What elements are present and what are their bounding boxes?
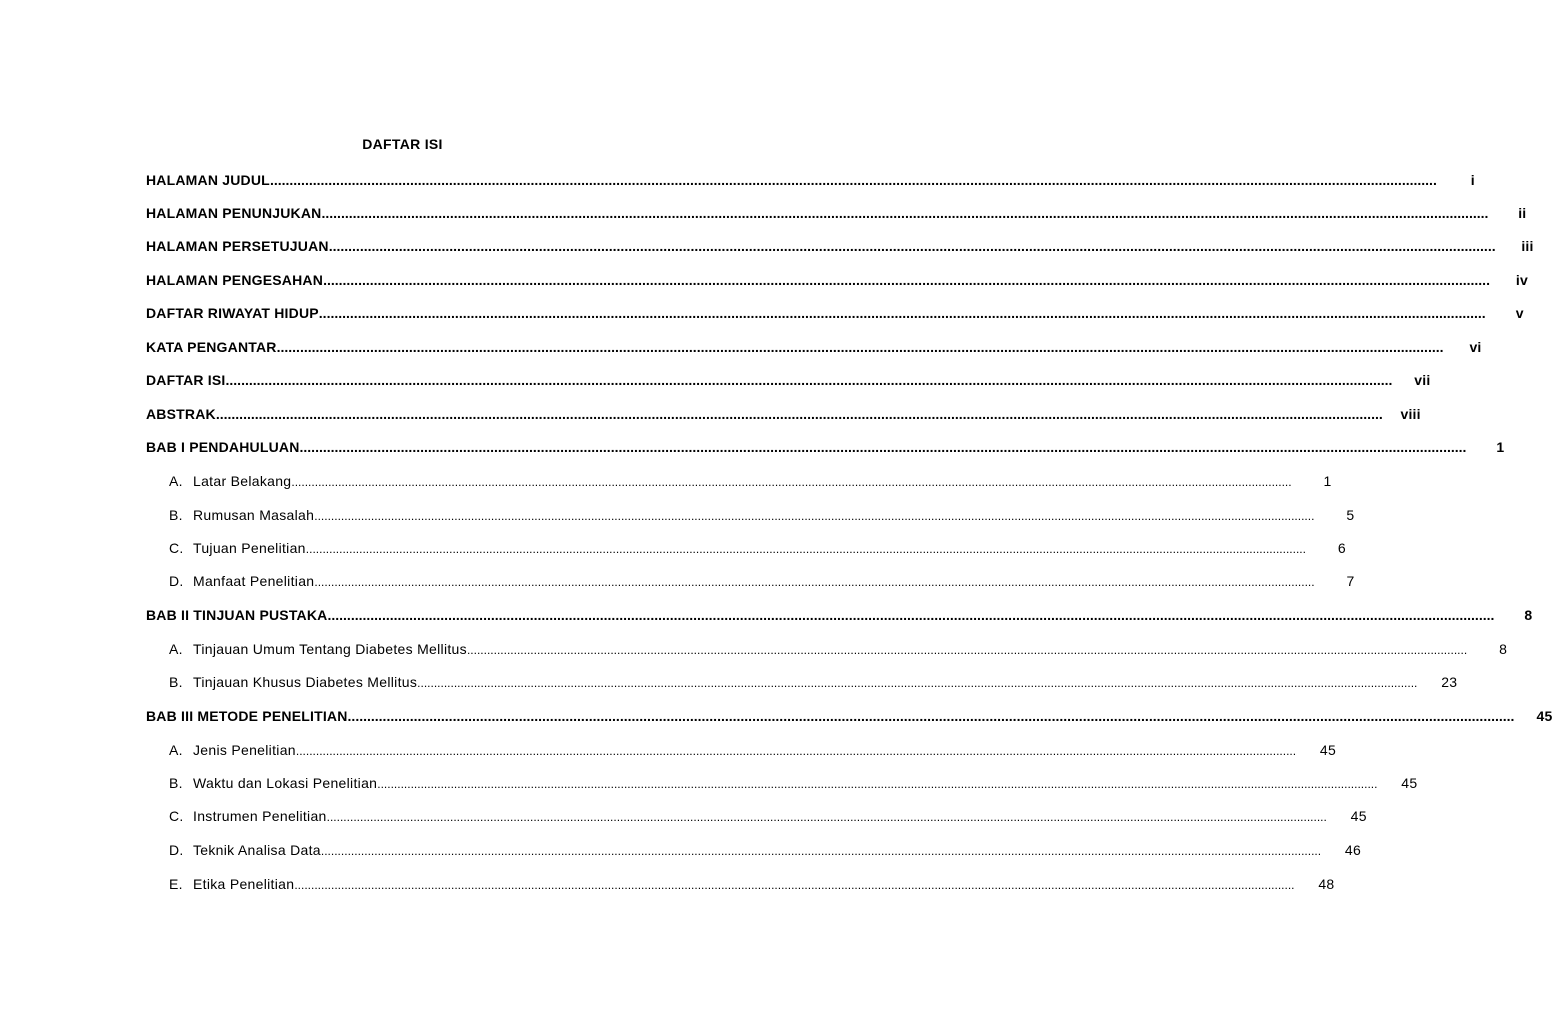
toc-entry-label: Waktu dan Lokasi Penelitian [193, 775, 378, 791]
dot-leader: ............................................................................................................................................................................................................................................................................................................ [314, 509, 1315, 523]
toc-entry-label: Rumusan Masalah [193, 507, 315, 523]
toc-entry-label: Manfaat Penelitian [193, 573, 315, 589]
toc-entry [169, 473, 1332, 491]
toc-entry-label: Etika Penelitian [193, 876, 295, 892]
toc-entry-page-number: ii [1518, 205, 1527, 221]
toc-entry-label: KATA PENGANTAR [146, 339, 277, 355]
toc-entry [169, 842, 1362, 860]
toc-entry-page-number: 45 [1350, 808, 1367, 824]
toc-entry [169, 507, 1355, 525]
toc-entry-page-number: 1 [1323, 473, 1332, 489]
toc-entry-page-number: iii [1521, 238, 1534, 254]
toc-entry [146, 305, 1524, 323]
toc-entry-letter: C. [169, 808, 184, 824]
toc-entry-page-number: 8 [1524, 607, 1533, 623]
toc-entry [146, 238, 1534, 256]
dot-leader: ............................................................................................................................................................................................................................................................................................................ [276, 339, 1444, 355]
toc-entry-label: Instrumen Penelitian [193, 808, 327, 824]
toc-entry-label: HALAMAN JUDUL [146, 172, 270, 188]
toc-entry-page-number: 7 [1346, 573, 1355, 589]
toc-entry-label: HALAMAN PENGESAHAN [146, 272, 324, 288]
toc-entry [146, 205, 1527, 223]
toc-entry [146, 372, 1431, 390]
toc-entry-page-number: i [1470, 172, 1475, 188]
toc-entry-label: HALAMAN PERSETUJUAN [146, 238, 329, 254]
toc-entry-page-number: 23 [1441, 674, 1458, 690]
toc-entry-label: BAB III METODE PENELITIAN [146, 708, 348, 724]
toc-entry [169, 674, 1458, 692]
toc-entry-page-number: v [1515, 305, 1524, 321]
toc-entry-letter: D. [169, 842, 184, 858]
toc-entry [169, 573, 1355, 591]
toc-entry-label: HALAMAN PENUNJUKAN [146, 205, 322, 221]
toc-entry-label: Tinjauan Umum Tentang Diabetes Mellitus [193, 641, 467, 657]
toc-entry-page-number: vii [1414, 372, 1431, 388]
dot-leader: ............................................................................................................................................................................................................................................................................................................ [299, 439, 1467, 455]
dot-leader: ............................................................................................................................................................................................................................................................................................................ [321, 205, 1489, 221]
dot-leader: ............................................................................................................................................................................................................................................................................................................ [347, 708, 1515, 724]
toc-entry-label: DAFTAR ISI [146, 372, 226, 388]
toc-entry [146, 339, 1482, 357]
dot-leader: ............................................................................................................................................................................................................................................................................................................ [225, 372, 1393, 388]
toc-entry-page-number: 5 [1346, 507, 1355, 523]
dot-leader: ............................................................................................................................................................................................................................................................................................................ [323, 272, 1490, 288]
toc-entry [169, 808, 1367, 826]
toc-entry-letter: C. [169, 540, 184, 556]
toc-entry-label: Jenis Penelitian [193, 742, 296, 758]
toc-entry-label: Tujuan Penelitian [193, 540, 306, 556]
dot-leader: ............................................................................................................................................................................................................................................................................................................ [318, 305, 1486, 321]
toc-entry-letter: A. [169, 742, 183, 758]
toc-entry [169, 641, 1508, 659]
toc-entry-page-number: 45 [1536, 708, 1552, 724]
toc-entry [146, 607, 1533, 625]
toc-entry-label: Tinjauan Khusus Diabetes Mellitus [193, 674, 418, 690]
toc-entry-letter: E. [169, 876, 183, 892]
page-title: DAFTAR ISI [362, 136, 443, 152]
toc-entry-letter: B. [169, 775, 183, 791]
toc-entry-letter: A. [169, 473, 183, 489]
toc-entry-label: BAB I PENDAHULUAN [146, 439, 300, 455]
toc-entry [146, 272, 1528, 290]
toc-entry-label: ABSTRAK [146, 406, 216, 422]
dot-leader: ............................................................................................................................................................................................................................................................................................................ [291, 475, 1292, 489]
toc-entry [146, 439, 1505, 457]
toc-entry-page-number: 6 [1337, 540, 1346, 556]
dot-leader: ............................................................................................................................................................................................................................................................................................................ [328, 238, 1496, 254]
toc-entry [169, 775, 1418, 793]
toc-entry-page-number: iv [1515, 272, 1528, 288]
dot-leader: ............................................................................................................................................................................................................................................................................................................ [314, 575, 1315, 589]
toc-entry [146, 406, 1421, 424]
toc-entry-page-number: 48 [1318, 876, 1335, 892]
dot-leader: ............................................................................................................................................................................................................................................................................................................ [295, 744, 1297, 758]
toc-entry [169, 876, 1335, 894]
toc-entry-label: BAB II TINJUAN PUSTAKA [146, 607, 328, 623]
toc-entry-page-number: 46 [1344, 842, 1362, 858]
dot-leader: ............................................................................................................................................................................................................................................................................................................ [294, 878, 1295, 892]
toc-entry-page-number: 45 [1319, 742, 1337, 758]
dot-leader: ............................................................................................................................................................................................................................................................................................................ [215, 406, 1383, 422]
toc-entry-label: Teknik Analisa Data [193, 842, 321, 858]
toc-entry [169, 742, 1337, 760]
dot-leader: ............................................................................................................................................................................................................................................................................................................ [326, 810, 1327, 824]
toc-entry-letter: B. [169, 674, 183, 690]
toc-entry [146, 708, 1552, 726]
dot-leader: ............................................................................................................................................................................................................................................................................................................ [327, 607, 1495, 623]
toc-entry-page-number: 8 [1499, 641, 1508, 657]
toc-entry-letter: A. [169, 641, 183, 657]
dot-leader: ............................................................................................................................................................................................................................................................................................................ [466, 643, 1468, 657]
toc-entry-label: Latar Belakang [193, 473, 292, 489]
dot-leader: ............................................................................................................................................................................................................................................................................................................ [305, 542, 1306, 556]
toc-entry-letter: D. [169, 573, 184, 589]
dot-leader: ............................................................................................................................................................................................................................................................................................................ [417, 676, 1418, 690]
toc-entry [146, 172, 1475, 190]
toc-entry-letter: B. [169, 507, 183, 523]
dot-leader: ............................................................................................................................................................................................................................................................................................................ [269, 172, 1437, 188]
dot-leader: ............................................................................................................................................................................................................................................................................................................ [377, 777, 1378, 791]
dot-leader: ............................................................................................................................................................................................................................................................................................................ [320, 844, 1322, 858]
toc-entry-label: DAFTAR RIWAYAT HIDUP [146, 305, 319, 321]
toc-entry [169, 540, 1346, 558]
toc-entry-page-number: vi [1469, 339, 1482, 355]
toc-entry-page-number: 1 [1496, 439, 1505, 455]
toc-entry-page-number: 45 [1401, 775, 1418, 791]
toc-entry-page-number: viii [1400, 406, 1421, 422]
